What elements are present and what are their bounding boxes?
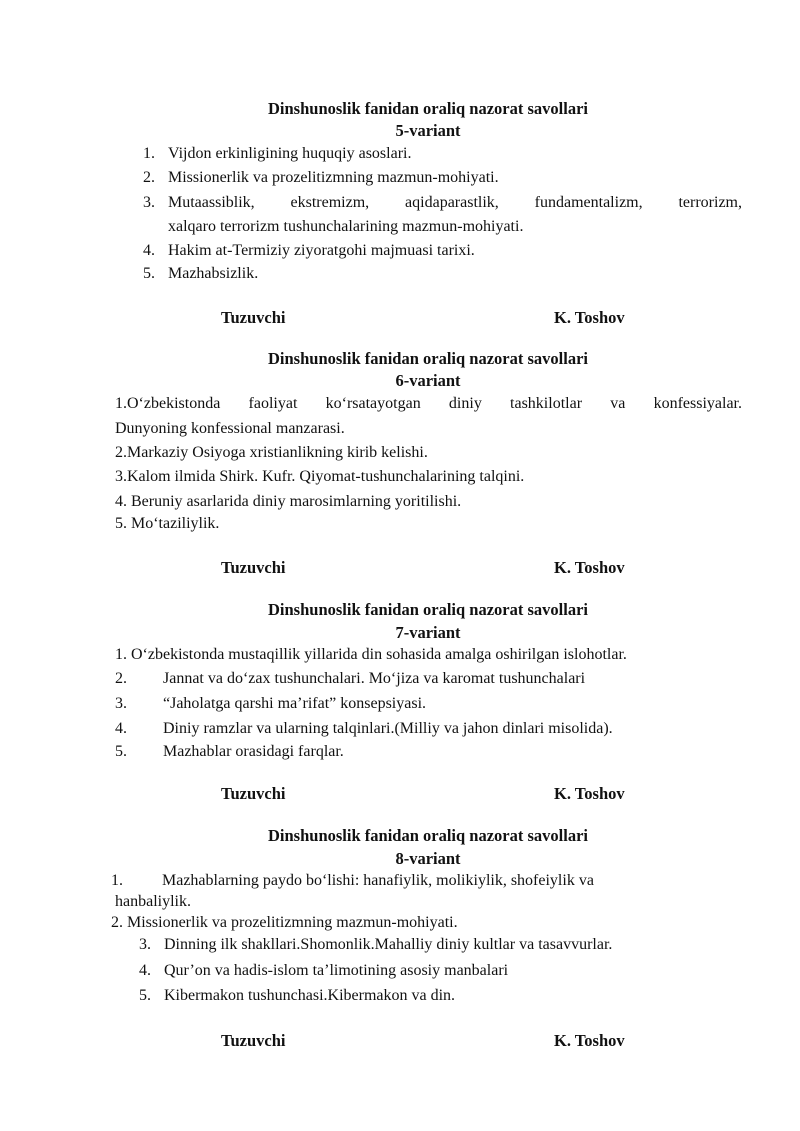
variant-label: 5-variant <box>395 121 461 140</box>
question-item: “Jaholatga qarshi ma’rifat” konsepsiyasi. <box>163 695 427 712</box>
author-name: K. Toshov <box>554 308 625 327</box>
question-item: Diniy ramzlar va ularning talqinlari.(Milliy va jahon dinlari misolida). <box>163 720 613 737</box>
variant-label: 8-variant <box>395 849 461 868</box>
question-item-continuation: Dunyoning konfessional manzarasi. <box>115 420 345 437</box>
question-item: 5. Mo‘taziliylik. <box>115 515 220 532</box>
item-number: 3. <box>143 194 155 211</box>
item-number: 4. <box>143 242 155 259</box>
item-number: 1. <box>143 145 155 162</box>
question-item: Mutaassiblik, ekstremizm, aqidaparastlik, fundamentalizm, terrorizm, <box>168 194 742 211</box>
item-number: 3. <box>115 695 127 712</box>
author-name: K. Toshov <box>554 1031 625 1050</box>
question-item: Mazhabsizlik. <box>168 265 259 282</box>
author-label: Tuzuvchi <box>221 1031 286 1050</box>
variant-label: 6-variant <box>395 371 461 390</box>
block-title: Dinshunoslik fanidan oraliq nazorat savollari <box>268 349 588 368</box>
author-name: K. Toshov <box>554 558 625 577</box>
block-title: Dinshunoslik fanidan oraliq nazorat savollari <box>268 826 588 845</box>
author-label: Tuzuvchi <box>221 308 286 327</box>
block-title: Dinshunoslik fanidan oraliq nazorat savollari <box>268 99 588 118</box>
item-number: 5. <box>115 743 127 760</box>
author-label: Tuzuvchi <box>221 784 286 803</box>
question-item: 3.Kalom ilmida Shirk. Kufr. Qiyomat-tushunchalarining talqini. <box>115 468 525 485</box>
item-number: 3. <box>139 936 151 953</box>
item-number: 4. <box>115 720 127 737</box>
question-item: 2.Markaziy Osiyoga xristianlikning kirib kelishi. <box>115 444 428 461</box>
item-number: 1. <box>111 872 123 889</box>
author-label: Tuzuvchi <box>221 558 286 577</box>
author-name: K. Toshov <box>554 784 625 803</box>
question-item: Hakim at-Termiziy ziyoratgohi majmuasi tarixi. <box>168 242 475 259</box>
item-number: 2. <box>143 169 155 186</box>
question-item: Mazhablar orasidagi farqlar. <box>163 743 344 760</box>
question-item: Vijdon erkinligining huquqiy asoslari. <box>168 145 412 162</box>
variant-label: 7-variant <box>395 623 461 642</box>
item-number: 4. <box>139 962 151 979</box>
question-item-continuation: xalqaro terrorizm tushunchalarining mazmun-mohiyati. <box>168 218 524 235</box>
block-title: Dinshunoslik fanidan oraliq nazorat savollari <box>268 600 588 619</box>
question-item: Kibermakon tushunchasi.Kibermakon va din. <box>164 987 456 1004</box>
question-item: Mazhablarning paydo bo‘lishi: hanafiylik, molikiylik, shofeiylik va <box>162 872 594 889</box>
item-number: 5. <box>143 265 155 282</box>
question-item: Missionerlik va prozelitizmning mazmun-mohiyati. <box>168 169 499 186</box>
question-item: 1. O‘zbekistonda mustaqillik yillarida din sohasida amalga oshirilgan islohotlar. <box>115 646 627 663</box>
item-number: 5. <box>139 987 151 1004</box>
question-item: Jannat va do‘zax tushunchalari. Mo‘jiza va karomat tushunchalari <box>163 670 586 687</box>
question-item-continuation: hanbaliylik. <box>115 893 191 910</box>
question-item: Dinning ilk shakllari.Shomonlik.Mahalliy diniy kultlar va tasavvurlar. <box>164 936 613 953</box>
item-number: 2. <box>115 670 127 687</box>
question-item: Qur’on va hadis-islom ta’limotining asosiy manbalari <box>164 962 509 979</box>
question-item: 1.O‘zbekistonda faoliyat ko‘rsatayotgan diniy tashkilotlar va konfessiyalar. <box>115 395 742 412</box>
question-item: 2. Missionerlik va prozelitizmning mazmun-mohiyati. <box>111 914 458 931</box>
question-item: 4. Beruniy asarlarida diniy marosimlarning yoritilishi. <box>115 493 462 510</box>
